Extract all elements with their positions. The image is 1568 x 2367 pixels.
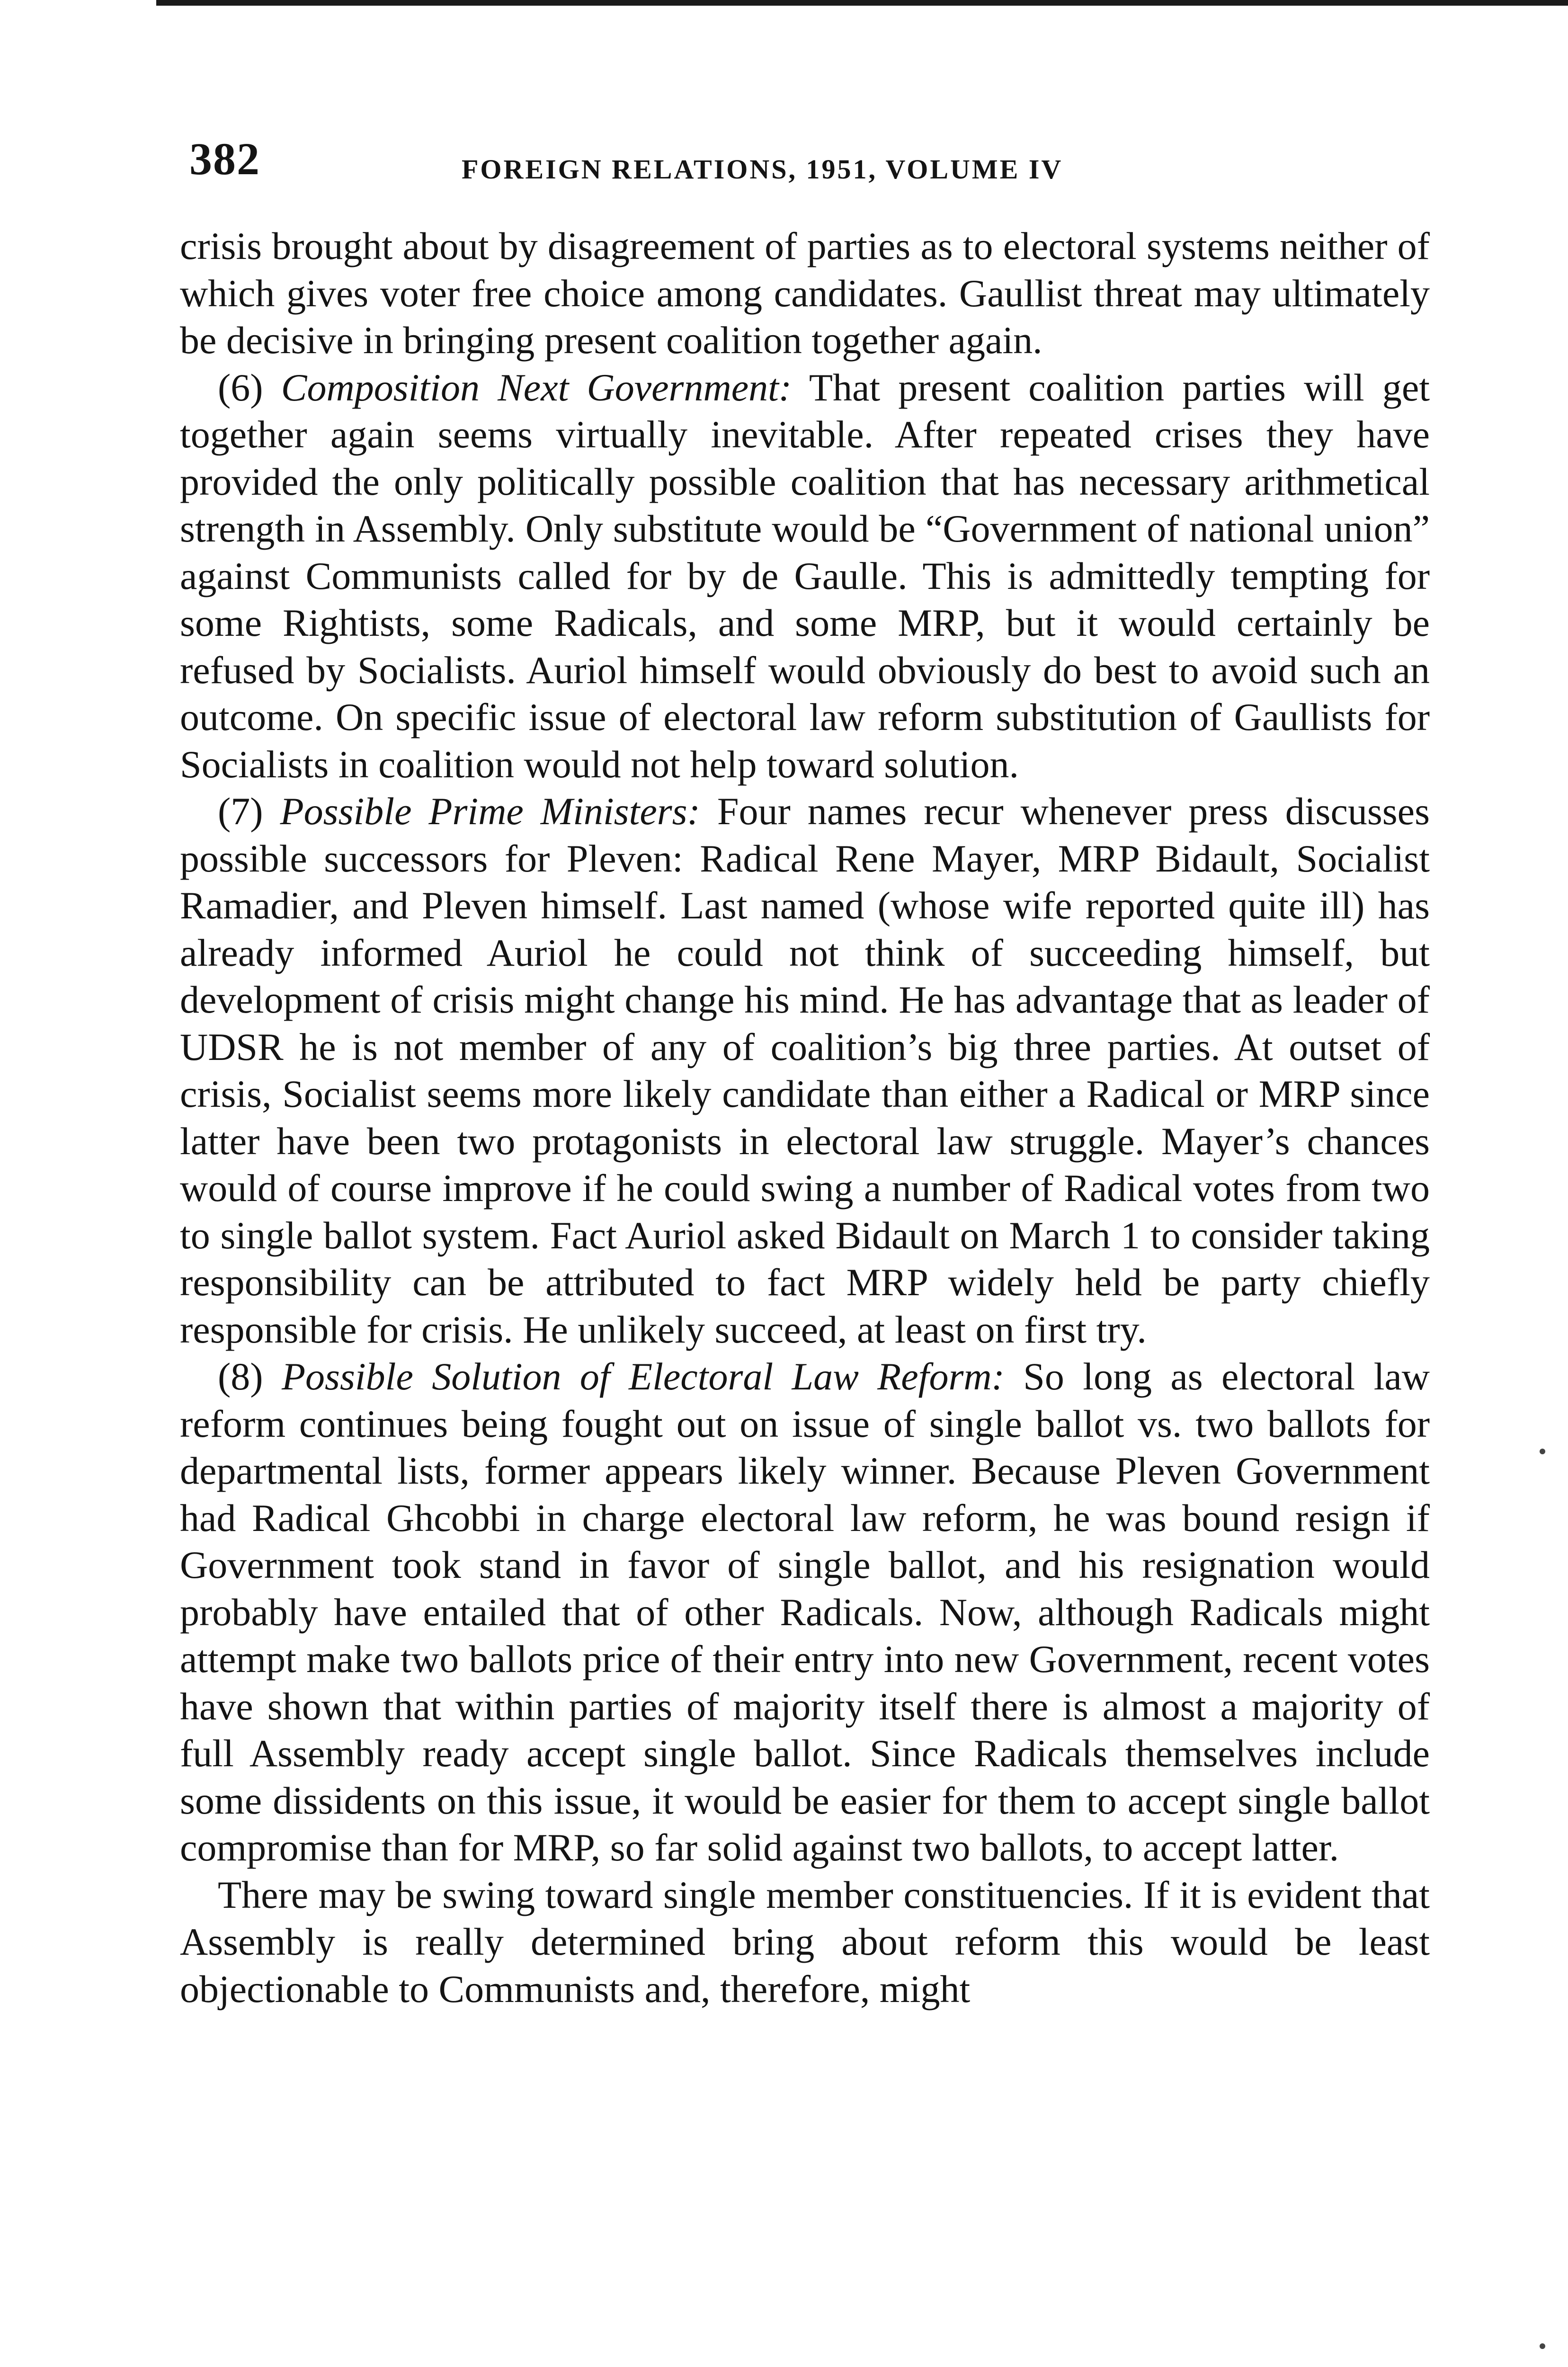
paragraph-heading: Composition Next Government: bbox=[281, 365, 792, 409]
paragraph-number: (7) bbox=[218, 790, 280, 833]
paragraph-number: (8) bbox=[218, 1355, 282, 1398]
paragraph-single-member-constituencies bbox=[180, 1871, 1430, 2013]
paragraph-heading: Possible Solution of Electoral Law Reform: bbox=[281, 1355, 1005, 1398]
paragraph-text: So long as electoral law reform continues being fought out on issue of single ballot vs. two ballots for departmental lists, former appears likely winner. Because Pleven Government had Radical Ghcobbi in charge electoral law reform, he was bound resign if Government took stand in favor of single ballot, and his resignation would probably have entailed that of other Radicals. Now, although Radicals might attempt make two ballots price of their entry into new Government, recent votes have shown that within parties of majority itself there is almost a majority of full Assembly ready accept single ballot. Since Radicals themselves include some dissidents on this issue, it would be easier for them to accept single ballot compromise than for MRP, so far solid against two ballots, to accept latter. bbox=[180, 1355, 1430, 1869]
paragraph-possible-prime-ministers bbox=[180, 788, 1430, 1353]
scan-speck bbox=[1540, 1449, 1545, 1454]
paragraph-continuation bbox=[180, 222, 1430, 364]
running-head: FOREIGN RELATIONS, 1951, VOLUME IV bbox=[462, 154, 1063, 185]
top-border-rule bbox=[156, 0, 1568, 6]
document-body bbox=[180, 222, 1430, 2012]
paragraph-text: crisis brought about by disagreement of parties as to electoral systems neither of which gives voter free choice among candidates. Gaullist threat may ultimately be decisive in bringing present coalition together again. bbox=[180, 224, 1430, 362]
paragraph-text: There may be swing toward single member constituencies. If it is evident that Assembly is really determined bring about reform this would be least objectionable to Communists and, therefore, might bbox=[180, 1873, 1430, 2011]
scan-speck bbox=[1540, 2343, 1545, 2349]
page-header bbox=[189, 133, 1420, 194]
paragraph-text: Four names recur whenever press discusses possible successors for Pleven: Radical Rene Mayer, MRP Bidault, Socialist Ramadier, and Pleven himself. Last named (whose wife reported quite ill) has already informed Auriol he could not think of succeeding himself, but development of crisis might change his mind. He has advantage that as leader of UDSR he is not member of any of coalition’s big three parties. At outset of crisis, Socialist seems more likely candidate than either a Radical or MRP since latter have been two protagonists in electoral law struggle. Mayer’s chances would of course improve if he could swing a number of Radical votes from two to single ballot system. Fact Auriol asked Bidault on March 1 to consider taking responsibility can be attributed to fact MRP widely held be party chiefly responsible for crisis. He unlikely succeed, at least on first try. bbox=[180, 790, 1430, 1351]
page-number: 382 bbox=[189, 133, 260, 184]
paragraph-number: (6) bbox=[218, 365, 281, 409]
paragraph-composition-next-government bbox=[180, 364, 1430, 788]
paragraph-heading: Possible Prime Ministers: bbox=[280, 790, 700, 833]
paragraph-text: That present coalition parties will get together again seems virtually inevitable. After repeated crises they have provided the only politically possible coalition that has necessary arithmetical strength in Assembly. Only substitute would be “Government of national union” against Communists called for by de Gaulle. This is admittedly tempting for some Rightists, some Radicals, and some MRP, but it would certainly be refused by Socialists. Auriol himself would obviously do best to avoid such an outcome. On specific issue of electoral law reform substitution of Gaullists for Socialists in coalition would not help toward solution. bbox=[180, 365, 1430, 786]
paragraph-electoral-law-reform bbox=[180, 1353, 1430, 1871]
